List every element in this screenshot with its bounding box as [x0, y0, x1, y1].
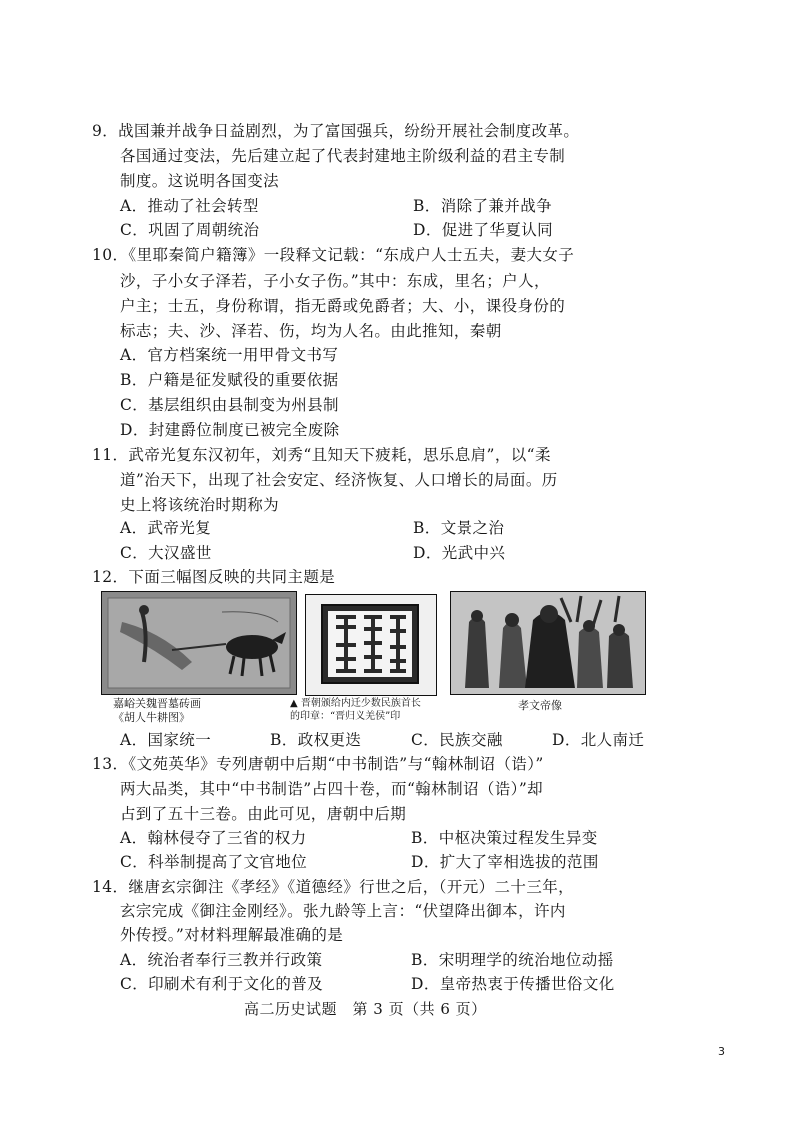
q11-option-a: A．武帝光复 [120, 519, 212, 537]
q11-option-d: D．光武中兴 [413, 544, 506, 562]
q11-stem-line-3: 史上将该统治时期称为 [120, 496, 280, 514]
q9-option-a: A．推动了社会转型 [120, 197, 259, 215]
q14-option-b: B．宋明理学的统治地位动摇 [411, 951, 614, 969]
q9-option-b: B．消除了兼并战争 [413, 197, 552, 215]
q13-option-a: A．翰林侵夺了三省的权力 [120, 829, 307, 847]
q11-option-c: C．大汉盛世 [120, 544, 212, 562]
q14-stem-line-2: 玄宗完成《御注金刚经》。张九龄等上言：“伏望降出御本，许内 [120, 902, 566, 920]
q9-stem-line-2: 各国通过变法，先后建立起了代表封建地主阶级利益的君主专制 [120, 147, 566, 165]
q9-option-d: D．促进了华夏认同 [413, 221, 554, 239]
q10-stem-line-2: 沙，子小女子泽若，子小女子伤。”其中：东成，里名；户人， [120, 272, 550, 290]
q12-option-a: A．国家统一 [120, 731, 212, 749]
ox-ploughing-brick-painting [101, 591, 297, 695]
q13-stem-line-2: 两大品类，其中“中书制诰”占四十卷，而“翰林制诏（诰）”却 [120, 780, 544, 798]
q13-stem-line-3: 占到了五十三卷。由此可见，唐朝中后期 [120, 805, 407, 823]
q9-option-c: C．巩固了周朝统治 [120, 221, 260, 239]
q14-option-d: D．皇帝热衷于传播世俗文化 [411, 975, 615, 993]
q13-stem-line-1: 13．《文苑英华》专列唐朝中后期“中书制诰”与“翰林制诏（诰）” [92, 755, 544, 773]
q14-option-a: A．统治者奉行三教并行政策 [120, 951, 323, 969]
q9-stem-line-1: 9．战国兼并战争日益剧烈，为了富国强兵，纷纷开展社会制度改革。 [92, 122, 580, 140]
q12-option-c: C．民族交融 [411, 731, 503, 749]
ox-ploughing-illustration [102, 592, 296, 694]
pic1-caption-line-1: 嘉峪关魏晋墓砖画 [113, 697, 201, 710]
q10-option-d: D．封建爵位制度已被完全废除 [120, 421, 340, 439]
emperor-procession-illustration [451, 592, 645, 694]
q13-option-d: D．扩大了宰相选拔的范围 [411, 853, 599, 871]
pic1-caption-line-2: 《胡人牛耕图》 [113, 711, 190, 724]
pic2-caption-line-2: 的印章：“晋归义羌侯”印 [290, 711, 401, 722]
page-footer: 高二历史试题 第 3 页（共 6 页） [244, 1000, 487, 1018]
q14-stem-line-3: 外传授。”对材料理解最准确的是 [120, 926, 344, 944]
pic2-caption-line-1: ▲ 晋朝颁给内迁少数民族首长 [290, 698, 421, 709]
q10-option-b: B．户籍是征发赋役的重要依据 [120, 371, 339, 389]
q12-option-b: B．政权更迭 [270, 731, 362, 749]
q9-stem-line-3: 制度。这说明各国变法 [120, 172, 280, 190]
q11-option-b: B．文景之治 [413, 519, 505, 537]
q11-stem-line-2: 道”治天下，出现了社会安定、经济恢复、人口增长的局面。历 [120, 471, 558, 489]
q10-stem-line-4: 标志；夫、沙、泽若、伤，均为人名。由此推知，秦朝 [120, 322, 502, 340]
q13-option-c: C．科举制提高了文官地位 [120, 853, 308, 871]
q14-stem-line-1: 14．继唐玄宗御注《孝经》《道德经》行世之后，（开元）二十三年， [92, 878, 575, 896]
q12-option-d: D．北人南迁 [552, 731, 645, 749]
q13-option-b: B．中枢决策过程发生异变 [411, 829, 598, 847]
seal-image [305, 594, 437, 696]
q14-option-c: C．印刷术有利于文化的普及 [120, 975, 324, 993]
emperor-xiaowen-portrait [450, 591, 646, 695]
q12-stem: 12．下面三幅图反映的共同主题是 [92, 568, 336, 586]
page-number: 3 [718, 1045, 725, 1058]
q10-stem-line-1: 10．《里耶秦简户籍簿》一段释文记载：“东成户人士五夫，妻大女子 [92, 246, 575, 264]
pic3-caption: 孝文帝像 [518, 699, 562, 712]
q11-stem-line-1: 11．武帝光复东汉初年，刘秀“且知天下疲耗，思乐息肩”，以“柔 [92, 446, 551, 464]
q10-option-a: A．官方档案统一用甲骨文书写 [120, 346, 339, 364]
q10-stem-line-3: 户主；士五，身份称谓，指无爵或免爵者；大、小，课役身份的 [120, 297, 566, 315]
q10-option-c: C．基层组织由县制变为州县制 [120, 396, 339, 414]
seal-impression [306, 595, 436, 695]
